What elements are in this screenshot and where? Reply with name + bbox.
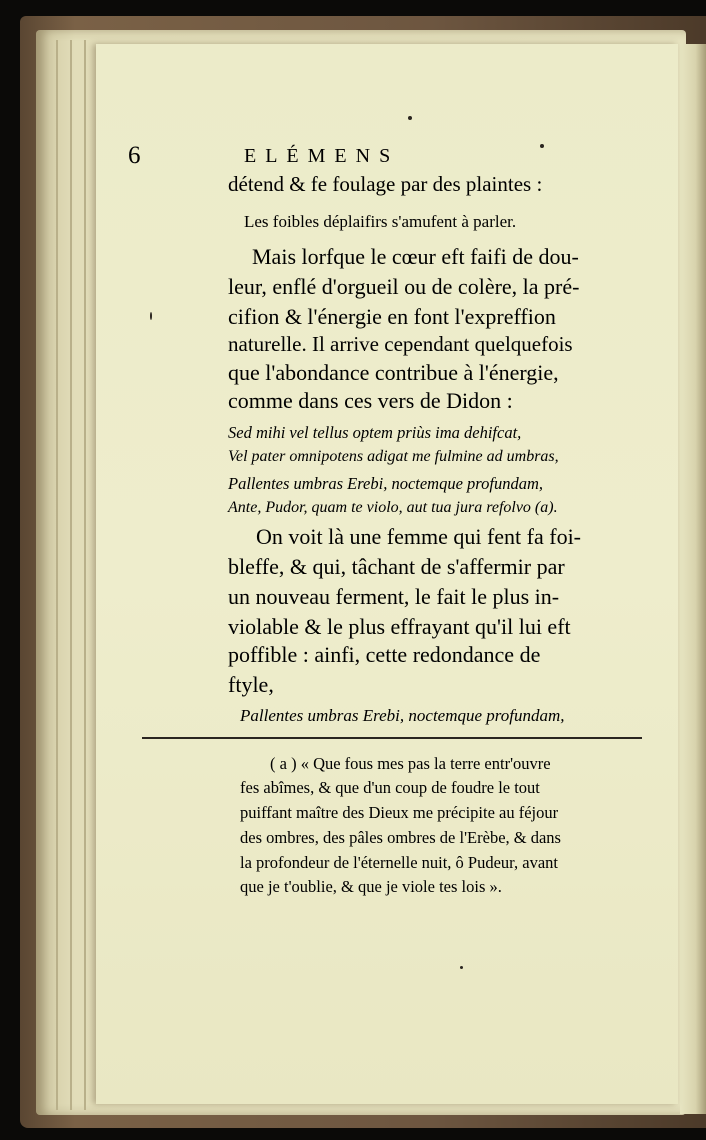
maxim-line: Les foibles déplaifirs s'amufent à parler. [244, 212, 517, 231]
leaf-edge [56, 40, 58, 1110]
verse-line: Sed mihi vel tellus optem priùs ima dehifcat, [228, 423, 522, 442]
text-line: naturelle. Il arrive cependant quelquefois [228, 332, 573, 356]
text-line: un nouveau ferment, le fait le plus in- [228, 584, 560, 609]
running-title: ELÉMENS [244, 145, 400, 167]
verse-line: Vel pater omnipotens adigat me fulmine ad umbras, [228, 448, 559, 465]
paper-speck [408, 116, 412, 120]
text-line: poffible : ainfi, cette redondance de [228, 642, 541, 667]
footnote-line: puiffant maître des Dieux me précipite au féjour [240, 803, 559, 822]
verse-line: Ante, Pudor, quam te violo, aut tua jura refolvo (a). [228, 499, 558, 516]
text-line: violable & le plus effrayant qu'il lui eft [228, 614, 571, 639]
text-line: On voit là une femme qui fent fa foi- [256, 524, 582, 549]
paper-speck [150, 312, 152, 320]
paper-speck [540, 144, 544, 148]
text-line: Mais lorfque le cœur eft faifi de dou- [252, 244, 579, 269]
leaf-edge [84, 40, 86, 1110]
footnote-line: que je t'oublie, & que je viole tes lois ». [240, 877, 502, 896]
footnote-rule [142, 737, 642, 739]
footnote-line: fes abîmes, & que d'un coup de foudre le tout [240, 778, 540, 797]
paper-speck [460, 966, 463, 969]
text-line: détend & fe foulage par des plaintes : [228, 172, 543, 196]
footnote-line: des ombres, des pâles ombres de l'Erèbe, & dans [240, 828, 561, 847]
text-line: comme dans ces vers de Didon : [228, 388, 513, 413]
facing-page-edge [680, 44, 706, 1114]
text-line: que l'abondance contribue à l'énergie, [228, 360, 559, 385]
verse-line: Pallentes umbras Erebi, noctemque profundam, [240, 706, 565, 725]
text-line: leur, enflé d'orgueil ou de colère, la pré- [228, 274, 580, 299]
page-number: 6 [128, 142, 141, 169]
text-line: bleffe, & qui, tâchant de s'affermir par [228, 554, 565, 579]
text-line: cifion & l'énergie en font l'expreffion [228, 304, 556, 329]
text-line: ftyle, [228, 672, 274, 697]
footnote-line: ( a ) « Que fous mes pas la terre entr'ouvre [270, 754, 551, 773]
footnote-line: la profondeur de l'éternelle nuit, ô Pudeur, avant [240, 853, 558, 872]
leaf-edge [70, 40, 72, 1110]
verse-line: Pallentes umbras Erebi, noctemque profundam, [228, 474, 543, 493]
